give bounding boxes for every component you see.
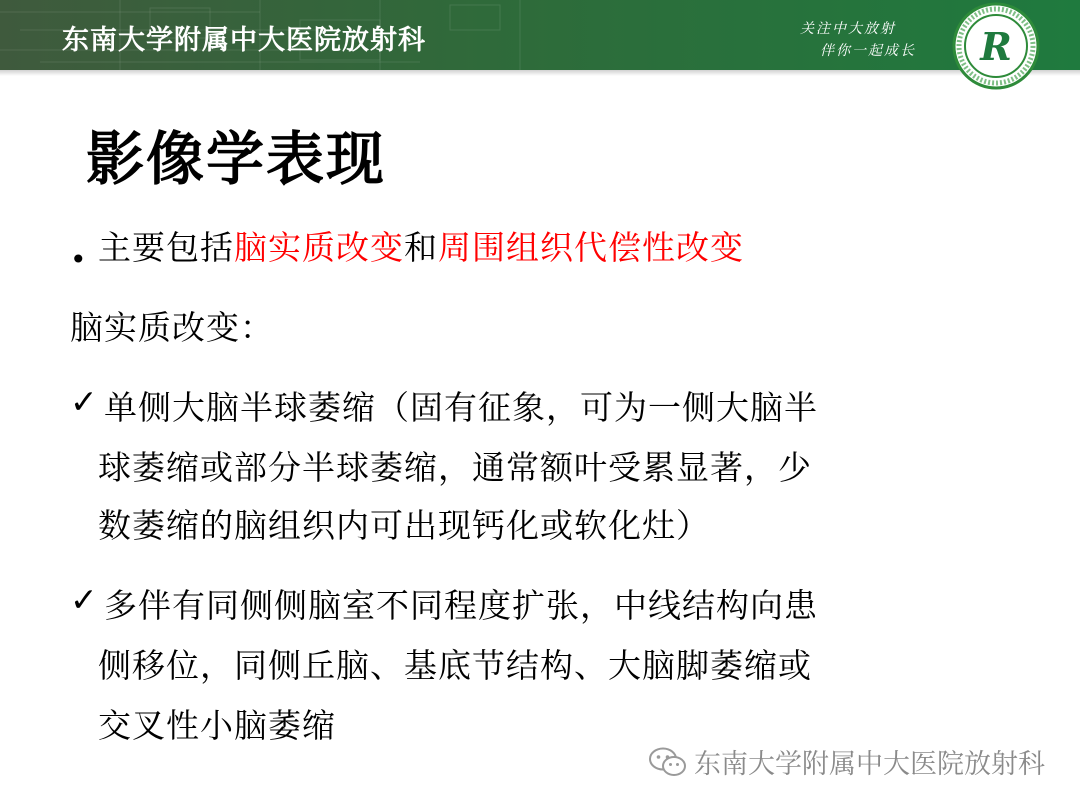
slogan-line-1: 关注中大放射 [800,21,896,37]
wechat-icon [648,746,688,778]
intro-connector: 和 [404,228,438,267]
slogan-line-2: 伴你一起成长 [820,43,916,59]
intro-line [98,222,744,269]
bullet-dot: • [70,243,87,276]
hospital-logo [950,2,1042,94]
highlight-compensatory: 周围组织代偿性改变 [438,228,744,267]
section-heading: 脑实质改变： [70,308,274,347]
watermark [648,742,1045,781]
point1-line1: 单侧大脑半球萎缩（固有征象，可为一侧大脑半 [104,388,818,427]
slide-title: 影像学表现 [86,125,387,193]
point1-line3: 数萎缩的脑组织内可出现钙化或软化灶） [98,506,710,545]
logo-initial: R [980,24,1012,69]
point1-line2: 球萎缩或部分半球萎缩，通常额叶受累显著，少 [98,448,812,487]
point2-line1: 多伴有同侧侧脑室不同程度扩张，中线结构向患 [104,586,818,625]
check-icon: ✓ [70,580,98,619]
institution-title: 东南大学附属中大医院放射科 [62,25,426,56]
highlight-parenchyma: 脑实质改变 [234,228,404,267]
check-icon: ✓ [70,382,98,421]
header-shadow [0,70,1080,76]
header-banner [0,0,1080,70]
point2-line3: 交叉性小脑萎缩 [98,706,336,745]
intro-prefix: 主要包括 [98,228,234,267]
watermark-text: 东南大学附属中大医院放射科 [694,749,1045,780]
point2-line2: 侧移位，同侧丘脑、基底节结构、大脑脚萎缩或 [98,646,812,685]
